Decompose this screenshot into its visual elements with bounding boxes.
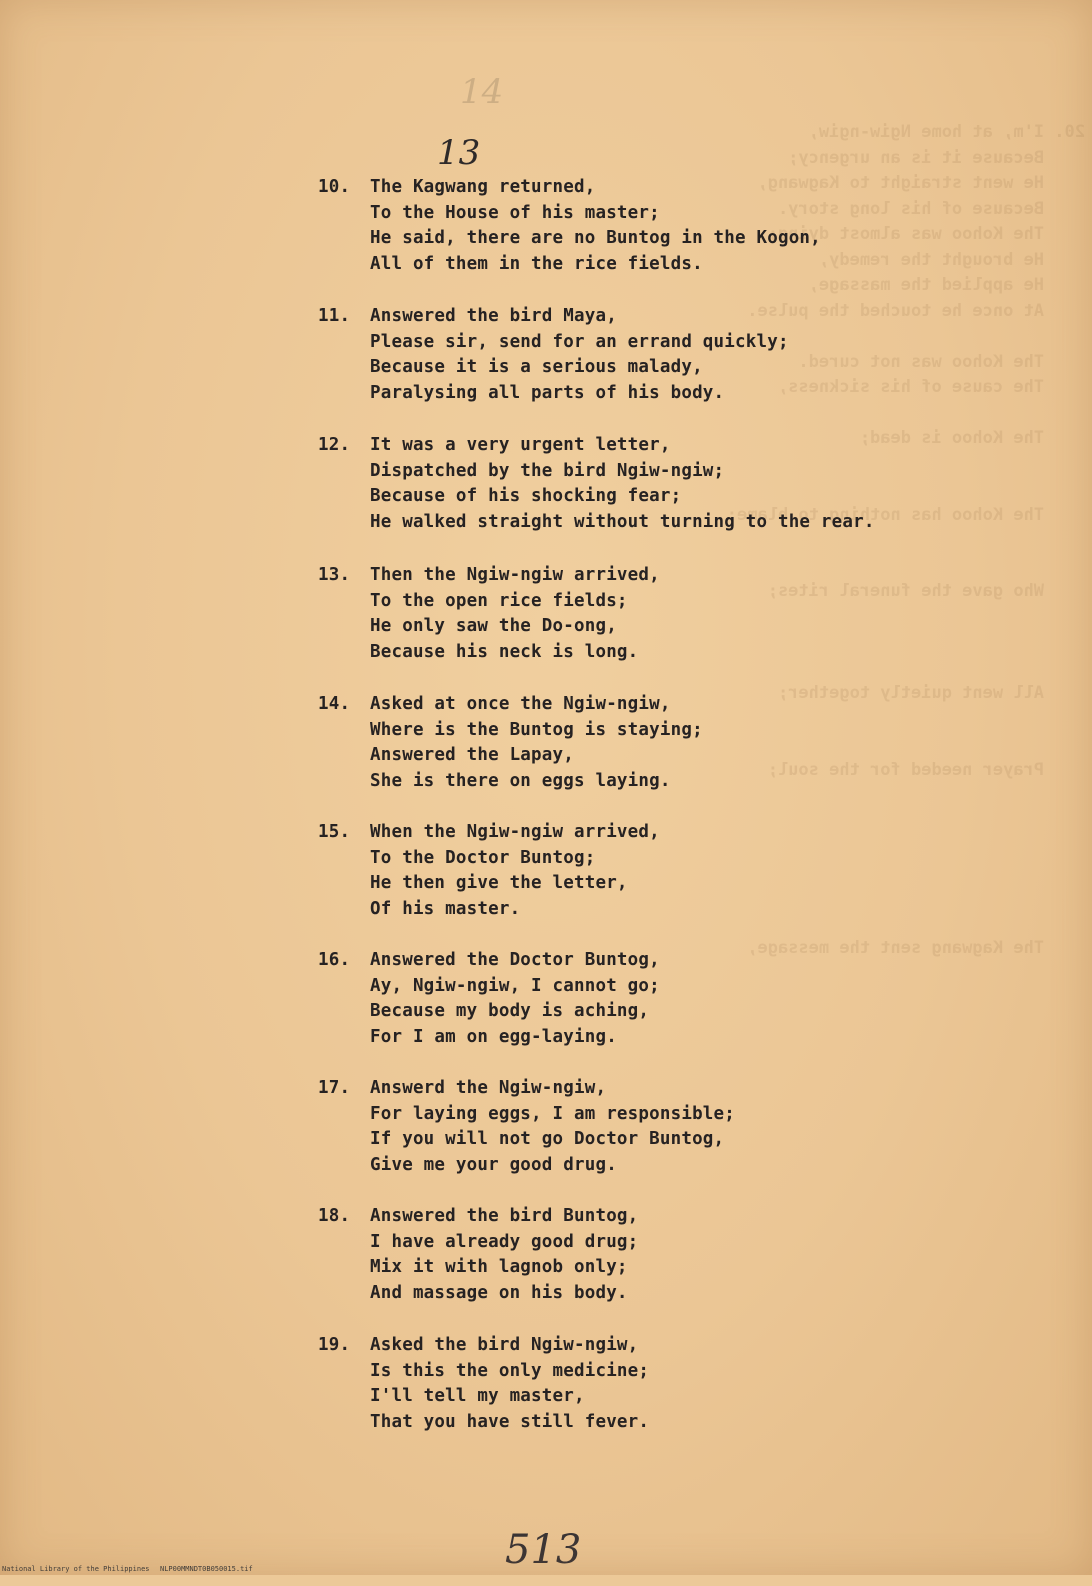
verse-line: Is this the only medicine; — [370, 1360, 650, 1381]
stanza-number: 15. — [318, 822, 351, 842]
verse-line: He only saw the Do-ong, — [370, 616, 617, 637]
verse-line: To the Doctor Buntog; — [370, 847, 596, 868]
stanza-number: 16. — [318, 950, 351, 970]
stanza — [318, 948, 660, 1050]
verse-line: If you will not go Doctor Buntog, — [370, 1129, 725, 1150]
verse-line: Asked at once the Ngiw-ngiw, — [370, 694, 671, 714]
verse-line: Answered the bird Buntog, — [370, 1206, 639, 1226]
verse-line: All of them in the rice fields. — [370, 253, 703, 274]
verse-line: To the House of his master; — [370, 202, 660, 223]
verse-line: That you have still fever. — [370, 1411, 650, 1432]
verse-line: Answerd the Ngiw-ngiw, — [370, 1078, 607, 1098]
verse-line: Then the Ngiw-ngiw arrived, — [370, 565, 660, 585]
verse-line: Because it is a serious malady, — [370, 357, 703, 378]
stanza — [318, 433, 875, 535]
footer-filename: NLP00MMNDT0B050015.tif — [160, 1565, 253, 1573]
verse-line: When the Ngiw-ngiw arrived, — [370, 822, 660, 842]
verse-line: I'll tell my master, — [370, 1386, 585, 1407]
footer-library: National Library of the Philippines — [2, 1565, 150, 1573]
stanza-number: 10. — [318, 177, 351, 197]
verse-line: Paralysing all parts of his body. — [370, 382, 725, 403]
verse-line: Because of his shocking fear; — [370, 486, 682, 507]
verse-line: Give me your good drug. — [370, 1154, 617, 1175]
verse-line: For laying eggs, I am responsible; — [370, 1103, 736, 1124]
stanza-number: 14. — [318, 694, 351, 714]
verse-line: Because his neck is long. — [370, 641, 639, 662]
handwritten-folio-number: 513 — [505, 1527, 582, 1573]
verse-line: Because my body is aching, — [370, 1001, 650, 1022]
stanza — [318, 1333, 649, 1435]
verse-line: Dispatched by the bird Ngiw-ngiw; — [370, 460, 725, 481]
verse-line: Where is the Buntog is staying; — [370, 719, 703, 740]
verse-line: For I am on egg-laying. — [370, 1026, 617, 1047]
stanza — [318, 1204, 638, 1306]
pencil-page-mark: 14 — [460, 72, 504, 112]
scan-footer — [0, 1562, 1092, 1575]
stanza-number: 17. — [318, 1078, 351, 1098]
handwritten-page-number: 13 — [437, 133, 481, 173]
verse-line: The Kagwang returned, — [370, 177, 596, 197]
stanza-number: 19. — [318, 1335, 351, 1355]
verse-line: Mix it with lagnob only; — [370, 1257, 628, 1278]
bleed-through-text: 20. I'm, at home Ngiw-ngiw, Because it is an urgency; He went straight to Kagwang, Because of his long story. The Kohoo was almost dying; He brought the remedy, He applied the massage, At once he touched the pulse. The Kohoo was not cured. The cause of his sickness, The Kohoo is dead; The Kohoo has nothing to blame; Who gave the funeral rites; All went quietly together; Prayer needed for the soul; The Kagwang sent the message, — [726, 122, 1085, 958]
verse-line: Answered the Doctor Buntog, — [370, 950, 660, 970]
verse-line: Asked the bird Ngiw-ngiw, — [370, 1335, 639, 1355]
stanza — [318, 820, 660, 922]
verse-line: He walked straight without turning to the rear. — [370, 511, 875, 532]
stanza-number: 12. — [318, 435, 351, 455]
stanza — [318, 692, 703, 794]
verse-line: Please sir, send for an errand quickly; — [370, 331, 789, 352]
stanza-number: 18. — [318, 1206, 351, 1226]
verse-line: To the open rice fields; — [370, 590, 628, 611]
stanza — [318, 304, 789, 406]
stanza — [318, 175, 821, 277]
verse-line: It was a very urgent letter, — [370, 435, 671, 455]
stanza — [318, 563, 660, 665]
verse-line: He said, there are no Buntog in the Kogon, — [370, 228, 821, 249]
verse-line: He then give the letter, — [370, 873, 628, 894]
verse-line: Ay, Ngiw-ngiw, I cannot go; — [370, 975, 660, 996]
stanza — [318, 1076, 735, 1178]
stanza-number: 13. — [318, 565, 351, 585]
verse-line: Answered the bird Maya, — [370, 306, 617, 326]
verse-line: She is there on eggs laying. — [370, 770, 671, 791]
verse-line: And massage on his body. — [370, 1282, 628, 1303]
stanza-number: 11. — [318, 306, 351, 326]
verse-line: Of his master. — [370, 898, 521, 919]
verse-line: I have already good drug; — [370, 1231, 639, 1252]
verse-line: Answered the Lapay, — [370, 745, 574, 766]
